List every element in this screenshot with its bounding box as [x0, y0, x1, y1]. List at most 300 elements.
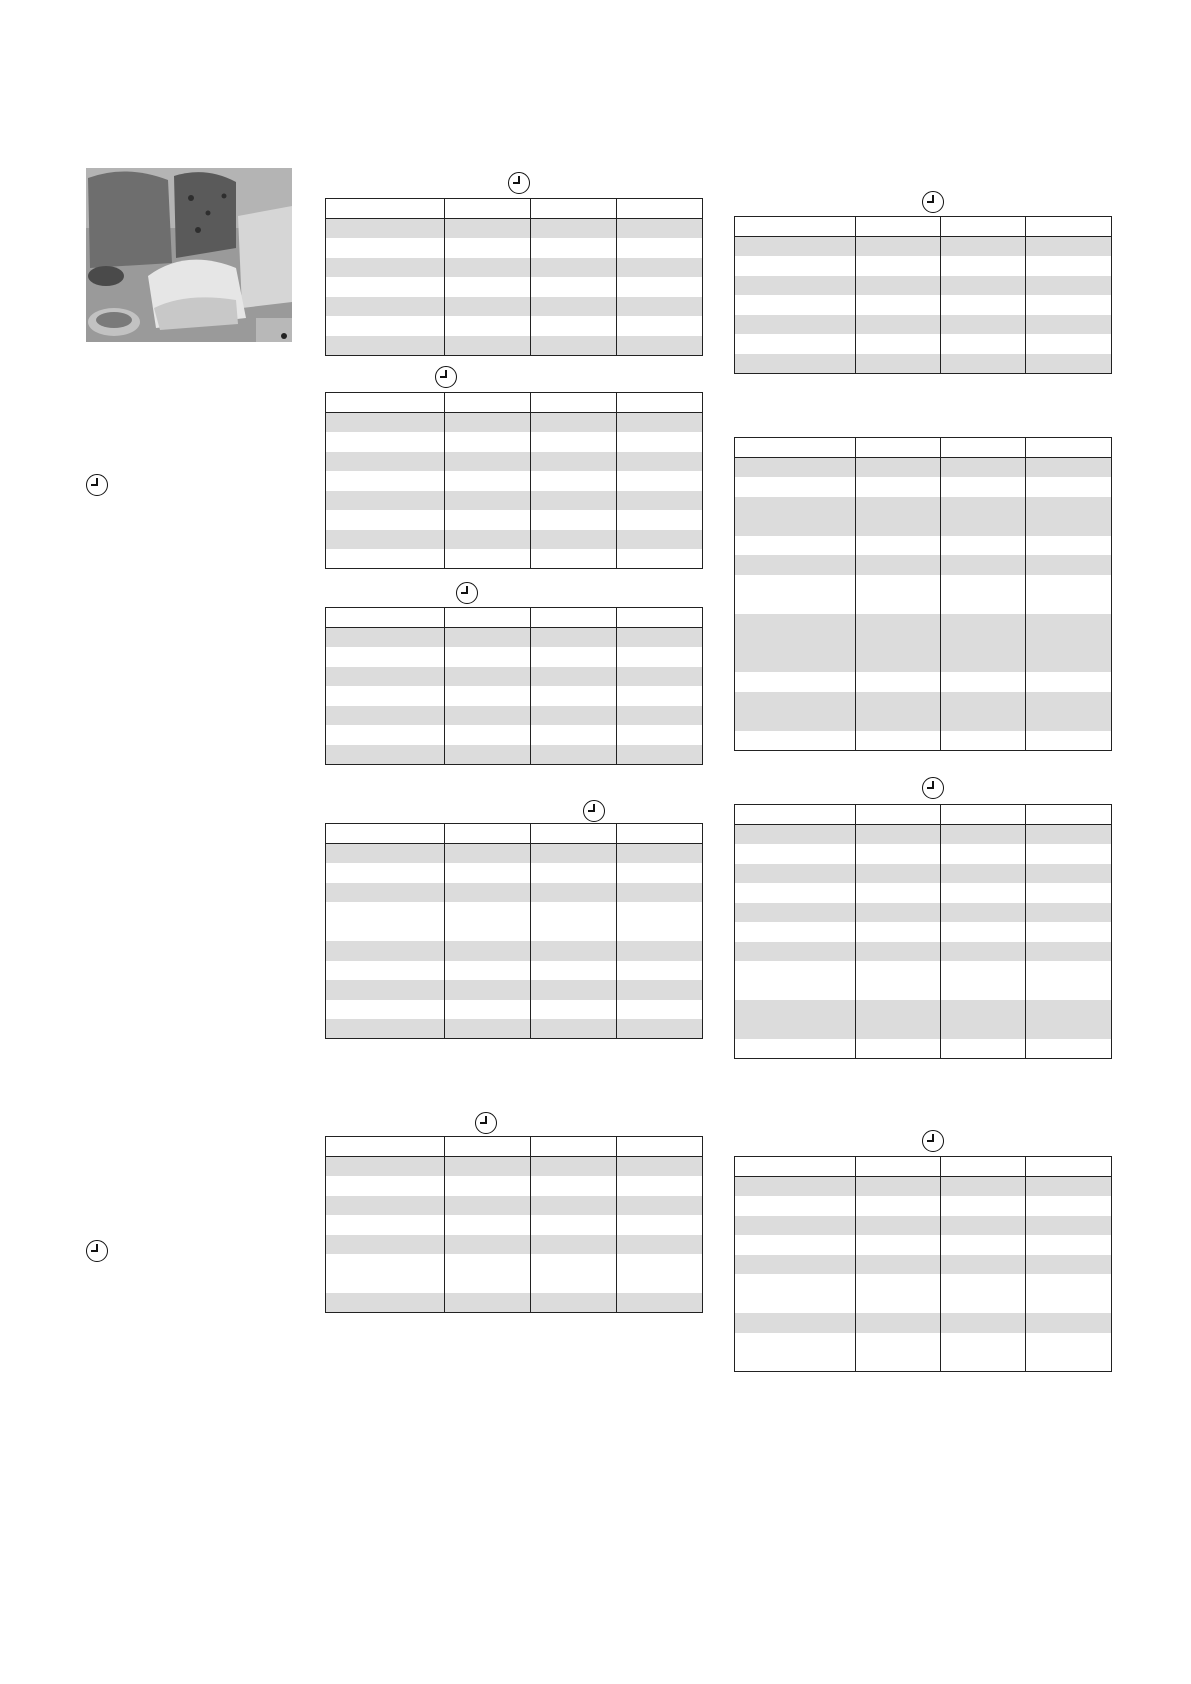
table-cell: [856, 458, 941, 478]
clock-icon: [583, 800, 605, 822]
table-cell: [735, 672, 856, 692]
table-cell: [531, 1157, 617, 1177]
table-cell: [856, 1235, 941, 1255]
table-cell: [1026, 334, 1112, 354]
table-row: [735, 477, 1112, 497]
table-cell: [856, 961, 941, 1000]
table-cell: [856, 354, 941, 374]
table-row: [326, 844, 703, 864]
table-cell: [941, 942, 1026, 962]
table-cell: [531, 883, 617, 903]
table-cell: [1026, 575, 1112, 614]
table-header-row: [735, 805, 1112, 825]
table-cell: [941, 1255, 1026, 1275]
header-cell: [445, 393, 531, 413]
table-cell: [617, 413, 703, 433]
table-cell: [856, 922, 941, 942]
header-cell: [617, 608, 703, 628]
table-cell: [445, 863, 531, 883]
table-cell: [1026, 1313, 1112, 1333]
table-row: [326, 549, 703, 569]
recipe-table: [325, 1136, 703, 1313]
table-cell: [941, 497, 1026, 536]
table-cell: [1026, 458, 1112, 478]
header-cell: [617, 393, 703, 413]
table-row: [735, 334, 1112, 354]
table-cell: [941, 922, 1026, 942]
table-cell: [617, 1235, 703, 1255]
header-cell: [531, 608, 617, 628]
table-cell: [531, 980, 617, 1000]
table-cell: [531, 961, 617, 981]
clock-icon: [435, 366, 457, 388]
recipe-table: [734, 437, 1112, 751]
table-cell: [617, 258, 703, 278]
header-cell: [1026, 217, 1112, 237]
table-cell: [531, 530, 617, 550]
table-row: [735, 883, 1112, 903]
table-row: [735, 1313, 1112, 1333]
table-cell: [617, 238, 703, 258]
table-row: [326, 686, 703, 706]
table-cell: [531, 628, 617, 648]
table-row: [735, 315, 1112, 335]
table-cell: [941, 575, 1026, 614]
table-cell: [326, 491, 445, 511]
clock-icon: [475, 1112, 497, 1134]
header-cell: [735, 805, 856, 825]
header-cell: [856, 217, 941, 237]
table-cell: [735, 536, 856, 556]
table-cell: [445, 432, 531, 452]
header-cell: [617, 824, 703, 844]
table-cell: [856, 672, 941, 692]
table-row: [326, 277, 703, 297]
table-cell: [617, 863, 703, 883]
table-row: [326, 961, 703, 981]
table-header-row: [735, 438, 1112, 458]
table-cell: [735, 334, 856, 354]
recipe-table: [325, 823, 703, 1039]
table-cell: [856, 942, 941, 962]
table-cell: [326, 980, 445, 1000]
table-cell: [856, 1333, 941, 1372]
table-cell: [856, 575, 941, 614]
table-cell: [617, 530, 703, 550]
table-cell: [941, 276, 1026, 296]
table-cell: [445, 1235, 531, 1255]
table-cell: [1026, 276, 1112, 296]
table-cell: [326, 297, 445, 317]
table-header-row: [326, 608, 703, 628]
table-header-row: [326, 1137, 703, 1157]
table-cell: [941, 1235, 1026, 1255]
table-cell: [941, 883, 1026, 903]
table-cell: [735, 1039, 856, 1059]
table-cell: [617, 647, 703, 667]
table-cell: [735, 731, 856, 751]
table-cell: [445, 1293, 531, 1313]
table-cell: [856, 883, 941, 903]
table-cell: [735, 614, 856, 673]
table-cell: [326, 277, 445, 297]
table-cell: [326, 725, 445, 745]
table-cell: [531, 902, 617, 941]
table-cell: [531, 941, 617, 961]
table-cell: [1026, 295, 1112, 315]
table-cell: [941, 555, 1026, 575]
table-row: [735, 1274, 1112, 1313]
table-row: [326, 745, 703, 765]
table-cell: [1026, 672, 1112, 692]
table-cell: [941, 1274, 1026, 1313]
table-cell: [735, 1333, 856, 1372]
table-cell: [326, 941, 445, 961]
table-cell: [856, 497, 941, 536]
header-cell: [531, 1137, 617, 1157]
table-cell: [1026, 1039, 1112, 1059]
table-cell: [941, 1216, 1026, 1236]
table-cell: [617, 980, 703, 1000]
table-row: [326, 1000, 703, 1020]
table-cell: [617, 1157, 703, 1177]
table-cell: [617, 491, 703, 511]
header-cell: [617, 199, 703, 219]
table-cell: [735, 555, 856, 575]
table-cell: [735, 942, 856, 962]
header-cell: [326, 199, 445, 219]
table-cell: [531, 549, 617, 569]
clock-icon: [922, 1130, 944, 1152]
table-cell: [617, 219, 703, 239]
table-cell: [735, 575, 856, 614]
table-cell: [617, 706, 703, 726]
table-row: [735, 276, 1112, 296]
table-header-row: [326, 199, 703, 219]
table-cell: [531, 336, 617, 356]
table-cell: [445, 1176, 531, 1196]
table-cell: [445, 1215, 531, 1235]
table-cell: [531, 1000, 617, 1020]
table-cell: [856, 536, 941, 556]
table-cell: [445, 706, 531, 726]
table-cell: [856, 844, 941, 864]
table-cell: [326, 258, 445, 278]
table-cell: [617, 316, 703, 336]
table-row: [735, 903, 1112, 923]
table-cell: [735, 315, 856, 335]
table-cell: [445, 258, 531, 278]
table-cell: [856, 237, 941, 257]
table-cell: [445, 336, 531, 356]
table-row: [326, 1176, 703, 1196]
header-cell: [326, 824, 445, 844]
table-row: [326, 413, 703, 433]
table-cell: [1026, 922, 1112, 942]
table-row: [326, 706, 703, 726]
table-row: [735, 864, 1112, 884]
table-cell: [445, 686, 531, 706]
table-cell: [856, 1313, 941, 1333]
table-row: [326, 1215, 703, 1235]
table-cell: [735, 1313, 856, 1333]
table-cell: [1026, 256, 1112, 276]
table-row: [735, 354, 1112, 374]
table-cell: [445, 941, 531, 961]
header-cell: [941, 1157, 1026, 1177]
table-cell: [445, 628, 531, 648]
table-cell: [326, 1157, 445, 1177]
table-cell: [735, 883, 856, 903]
recipe-table: [325, 198, 703, 356]
table-cell: [856, 903, 941, 923]
header-cell: [326, 393, 445, 413]
table-cell: [617, 941, 703, 961]
table-cell: [326, 667, 445, 687]
table-row: [326, 219, 703, 239]
table-cell: [617, 667, 703, 687]
table-row: [735, 961, 1112, 1000]
table-cell: [445, 883, 531, 903]
table-row: [326, 297, 703, 317]
table-cell: [1026, 1216, 1112, 1236]
table-cell: [1026, 614, 1112, 673]
table-row: [326, 863, 703, 883]
table-cell: [445, 1019, 531, 1039]
header-cell: [531, 199, 617, 219]
header-cell: [445, 1137, 531, 1157]
table-row: [326, 902, 703, 941]
table-cell: [445, 297, 531, 317]
table-cell: [856, 315, 941, 335]
table-row: [326, 530, 703, 550]
table-cell: [941, 864, 1026, 884]
table-cell: [531, 647, 617, 667]
clock-icon: [86, 1240, 108, 1262]
table-cell: [735, 1000, 856, 1039]
table-cell: [531, 238, 617, 258]
table-cell: [856, 731, 941, 751]
table-cell: [1026, 237, 1112, 257]
table-cell: [856, 555, 941, 575]
table-cell: [856, 1039, 941, 1059]
table-row: [326, 258, 703, 278]
table-row: [326, 452, 703, 472]
table-cell: [531, 1235, 617, 1255]
header-cell: [735, 1157, 856, 1177]
table-cell: [531, 510, 617, 530]
table-cell: [445, 647, 531, 667]
table-cell: [326, 432, 445, 452]
table-row: [326, 336, 703, 356]
table-cell: [531, 1215, 617, 1235]
recipe-table: [734, 216, 1112, 374]
table-cell: [326, 844, 445, 864]
table-header-row: [326, 393, 703, 413]
table-cell: [856, 864, 941, 884]
table-cell: [531, 1196, 617, 1216]
header-cell: [531, 393, 617, 413]
table-cell: [941, 614, 1026, 673]
table-cell: [1026, 731, 1112, 751]
table-cell: [326, 745, 445, 765]
table-cell: [326, 1215, 445, 1235]
table-cell: [941, 731, 1026, 751]
table-row: [735, 1216, 1112, 1236]
table-row: [326, 980, 703, 1000]
table-cell: [445, 1000, 531, 1020]
table-cell: [617, 725, 703, 745]
table-cell: [531, 432, 617, 452]
table-row: [735, 672, 1112, 692]
table-row: [326, 941, 703, 961]
table-row: [326, 1235, 703, 1255]
table-cell: [941, 477, 1026, 497]
table-cell: [445, 549, 531, 569]
table-cell: [617, 297, 703, 317]
table-cell: [326, 530, 445, 550]
recipe-table: [734, 804, 1112, 1059]
table-cell: [617, 432, 703, 452]
table-cell: [1026, 1196, 1112, 1216]
header-cell: [735, 217, 856, 237]
table-cell: [445, 219, 531, 239]
table-cell: [1026, 942, 1112, 962]
header-cell: [941, 217, 1026, 237]
header-cell: [856, 805, 941, 825]
table-cell: [617, 1196, 703, 1216]
table-cell: [856, 1000, 941, 1039]
table-cell: [1026, 354, 1112, 374]
table-cell: [617, 452, 703, 472]
table-row: [735, 256, 1112, 276]
table-cell: [445, 745, 531, 765]
table-cell: [326, 883, 445, 903]
table-cell: [856, 1216, 941, 1236]
table-cell: [856, 1177, 941, 1197]
table-cell: [531, 452, 617, 472]
table-cell: [617, 1293, 703, 1313]
recipe-table: [325, 392, 703, 569]
table-cell: [941, 692, 1026, 731]
table-cell: [617, 549, 703, 569]
table-cell: [617, 510, 703, 530]
table-cell: [941, 536, 1026, 556]
table-cell: [617, 628, 703, 648]
table-cell: [856, 692, 941, 731]
table-cell: [1026, 1000, 1112, 1039]
table-cell: [445, 316, 531, 336]
table-cell: [941, 961, 1026, 1000]
table-cell: [445, 510, 531, 530]
table-cell: [326, 1235, 445, 1255]
table-cell: [531, 667, 617, 687]
table-cell: [445, 1196, 531, 1216]
header-cell: [445, 608, 531, 628]
table-cell: [445, 1254, 531, 1293]
table-cell: [941, 354, 1026, 374]
table-row: [326, 1019, 703, 1039]
table-cell: [1026, 1255, 1112, 1275]
header-cell: [735, 438, 856, 458]
table-cell: [326, 336, 445, 356]
table-cell: [1026, 1235, 1112, 1255]
table-row: [326, 1196, 703, 1216]
table-row: [735, 825, 1112, 845]
table-cell: [1026, 1177, 1112, 1197]
table-cell: [445, 471, 531, 491]
table-cell: [617, 471, 703, 491]
table-cell: [445, 844, 531, 864]
table-cell: [856, 477, 941, 497]
table-row: [735, 922, 1112, 942]
table-cell: [445, 530, 531, 550]
table-cell: [941, 295, 1026, 315]
table-cell: [1026, 844, 1112, 864]
table-cell: [326, 413, 445, 433]
table-cell: [445, 1157, 531, 1177]
table-cell: [941, 256, 1026, 276]
table-cell: [735, 844, 856, 864]
table-cell: [856, 1196, 941, 1216]
table-cell: [445, 902, 531, 941]
table-row: [326, 238, 703, 258]
table-cell: [531, 491, 617, 511]
table-cell: [941, 458, 1026, 478]
table-cell: [856, 614, 941, 673]
table-cell: [531, 1176, 617, 1196]
table-cell: [326, 647, 445, 667]
table-row: [735, 575, 1112, 614]
table-cell: [617, 1000, 703, 1020]
table-cell: [326, 471, 445, 491]
table-cell: [617, 336, 703, 356]
table-cell: [531, 219, 617, 239]
table-cell: [531, 725, 617, 745]
table-cell: [856, 334, 941, 354]
table-row: [735, 1235, 1112, 1255]
table-cell: [445, 725, 531, 745]
table-cell: [941, 672, 1026, 692]
table-row: [735, 536, 1112, 556]
table-cell: [941, 1039, 1026, 1059]
table-cell: [445, 961, 531, 981]
table-cell: [735, 922, 856, 942]
table-row: [326, 471, 703, 491]
table-cell: [941, 1333, 1026, 1372]
table-cell: [326, 706, 445, 726]
table-cell: [531, 297, 617, 317]
table-cell: [326, 452, 445, 472]
table-cell: [326, 1000, 445, 1020]
table-cell: [1026, 864, 1112, 884]
table-cell: [735, 1274, 856, 1313]
table-cell: [531, 686, 617, 706]
recipe-table: [734, 1156, 1112, 1372]
table-cell: [445, 277, 531, 297]
table-row: [326, 725, 703, 745]
table-cell: [735, 256, 856, 276]
table-cell: [735, 864, 856, 884]
table-cell: [856, 276, 941, 296]
table-cell: [445, 980, 531, 1000]
table-cell: [856, 825, 941, 845]
table-row: [735, 1039, 1112, 1059]
table-cell: [531, 277, 617, 297]
table-cell: [531, 1019, 617, 1039]
table-cell: [617, 1019, 703, 1039]
table-cell: [1026, 825, 1112, 845]
